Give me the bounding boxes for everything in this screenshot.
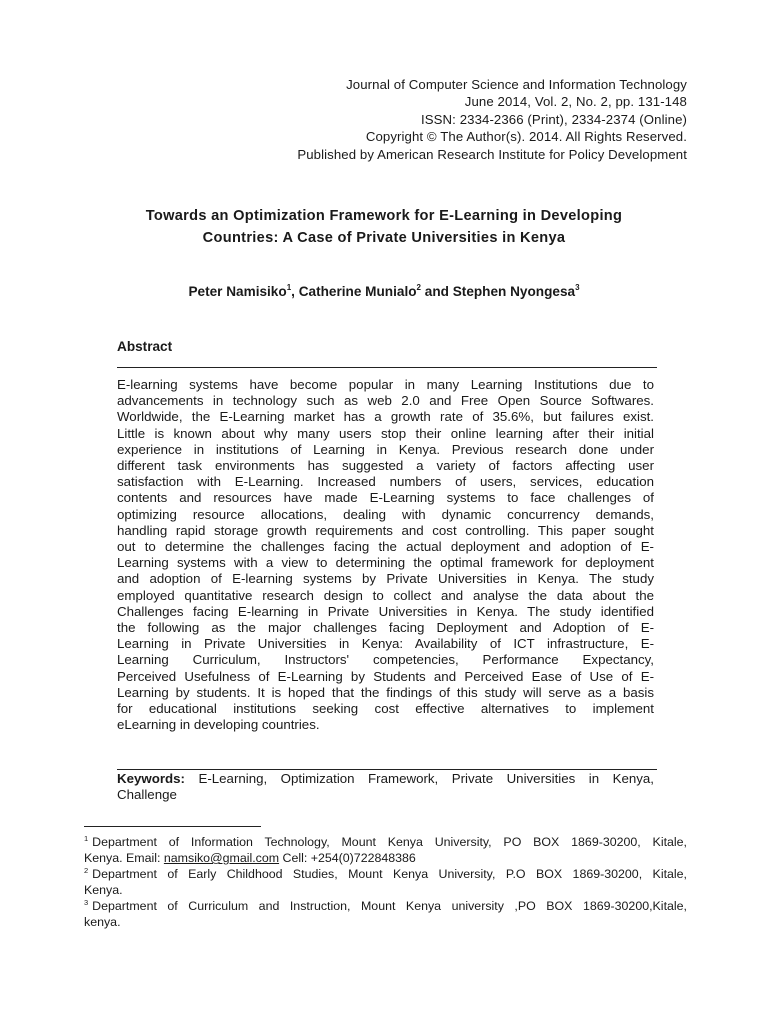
footnotes [84, 834, 687, 931]
keywords-text: E-Learning, Optimization Framework, Private Universities in Kenya, [184, 771, 654, 786]
footnote-mark: 1 [84, 834, 89, 843]
abstract-line: employed quantitative research design to collect and analyse the data about the [117, 587, 654, 603]
abstract-line: advancements in technology such as web 2.0 and Free Open Source Softwares. [117, 393, 654, 409]
paper-title-line-2: Countries: A Case of Private Universities in Kenya [202, 230, 566, 246]
abstract-line: Worldwide, the E-Learning market has a growth rate of 35.6%, but failures exist. [117, 409, 654, 425]
journal-publisher: Published by American Research Institute for Policy Development [297, 146, 687, 162]
abstract-line: Learning in Private Universities in Kenya: Availability of ICT infrastructure, E- [117, 636, 654, 652]
footnote-1-line-2: Kenya. Email: namsiko@gmail.com Cell: +254(0)722848386 [84, 851, 416, 866]
abstract-line: satisfaction with E-Learning. Increased numbers of users, services, education [117, 474, 654, 490]
footnote-2-line-2: Kenya. [84, 883, 123, 898]
abstract-line: handling rapid storage growth requirements and cost controlling. This paper sought [117, 522, 654, 538]
author-name: Catherine Munialo [298, 284, 417, 299]
footnote-3-line-2: kenya. [84, 915, 121, 930]
keywords-label: Keywords: [117, 771, 185, 786]
abstract-line: for educational institutions seeking cost effective alternatives to implement [117, 701, 654, 717]
abstract-rule [117, 367, 657, 368]
author-affiliation-mark: 1 [286, 283, 292, 292]
abstract-line: Perceived Usefulness of E-Learning by Students and Perceived Ease of Use of E- [117, 668, 654, 684]
author-separator: , [291, 284, 299, 299]
keywords-line [117, 771, 654, 787]
author-separator: and [420, 284, 453, 299]
journal-issue: June 2014, Vol. 2, No. 2, pp. 131-148 [464, 94, 687, 110]
abstract-line: experience in institutions of Learning in Kenya. Previous research done under [117, 441, 654, 457]
abstract-line: Learning systems with a view to determining the optimal framework for deployment [117, 555, 654, 571]
journal-header [167, 76, 687, 163]
footnote-mark: 3 [84, 898, 89, 908]
abstract-body [117, 377, 654, 733]
abstract-line: Learning by students. It is hoped that the findings of this study will serve as a basis [117, 684, 654, 700]
footnote-1-line-1: $^1$ Department of Information Technology, Mount Kenya University, PO BOX 1869-30200, Kitale, [84, 834, 687, 849]
abstract-line: and adoption of E-learning systems by Private Universities in Kenya. The study [117, 571, 654, 587]
abstract-line: E-learning systems have become popular in many Learning Institutions due to [117, 377, 654, 392]
author-affiliation-mark: 3 [575, 283, 580, 292]
abstract-line: contents and resources have made E-Learning systems to face challenges of [117, 490, 654, 506]
abstract-heading: Abstract [117, 339, 173, 354]
abstract-line: Challenges facing E-learning in Private Universities in Kenya. The study identified [117, 603, 654, 619]
footnote-mark: 2 [84, 866, 89, 876]
journal-name: Journal of Computer Science and Information Technology [346, 77, 687, 92]
author-name: Peter Namisiko [188, 284, 287, 299]
footnote-2-line-1: $^2$ Department of Early Childhood Studies, Mount Kenya University, P.O BOX 1869-30200, Kitale, [84, 866, 687, 882]
abstract-line: optimizing resource allocations, dealing with dynamic concurrency demands, [117, 506, 654, 522]
journal-copyright: Copyright © The Author(s). 2014. All Rights Reserved. [365, 129, 687, 145]
keywords-rule [117, 769, 657, 770]
footnote-separator [84, 826, 261, 827]
journal-issn: ISSN: 2334-2366 (Print), 2334-2374 (Online) [421, 111, 687, 127]
keywords-line: Challenge [117, 787, 177, 803]
paper-title-line-1: Towards an Optimization Framework for E-Learning in Developing [145, 208, 623, 224]
abstract-line: eLearning in developing countries. [117, 717, 320, 733]
author-list [84, 283, 684, 301]
abstract-line: Little is known about why many users stop their online learning after their initial [117, 425, 654, 441]
abstract-line: different task environments has suggested a variety of factors affecting user [117, 458, 654, 474]
abstract-line: out to determine the challenges facing the actual deployment and adoption of E- [117, 539, 654, 555]
author-name: Stephen Nyongesa [452, 284, 576, 299]
abstract-line: the following as the major challenges facing Deployment and Adoption of E- [117, 620, 654, 636]
abstract-line: Learning Curriculum, Instructors' competencies, Performance Expectancy, [117, 652, 654, 668]
author-affiliation-mark: 2 [416, 283, 421, 292]
email-link[interactable]: namsiko@gmail.com [163, 851, 280, 866]
keywords [117, 771, 654, 803]
paper-title [84, 205, 684, 249]
footnote-3-line-1: $^3$ Department of Curriculum and Instruction, Mount Kenya university ,PO BOX 1869-30200,Kitale, [84, 898, 687, 914]
